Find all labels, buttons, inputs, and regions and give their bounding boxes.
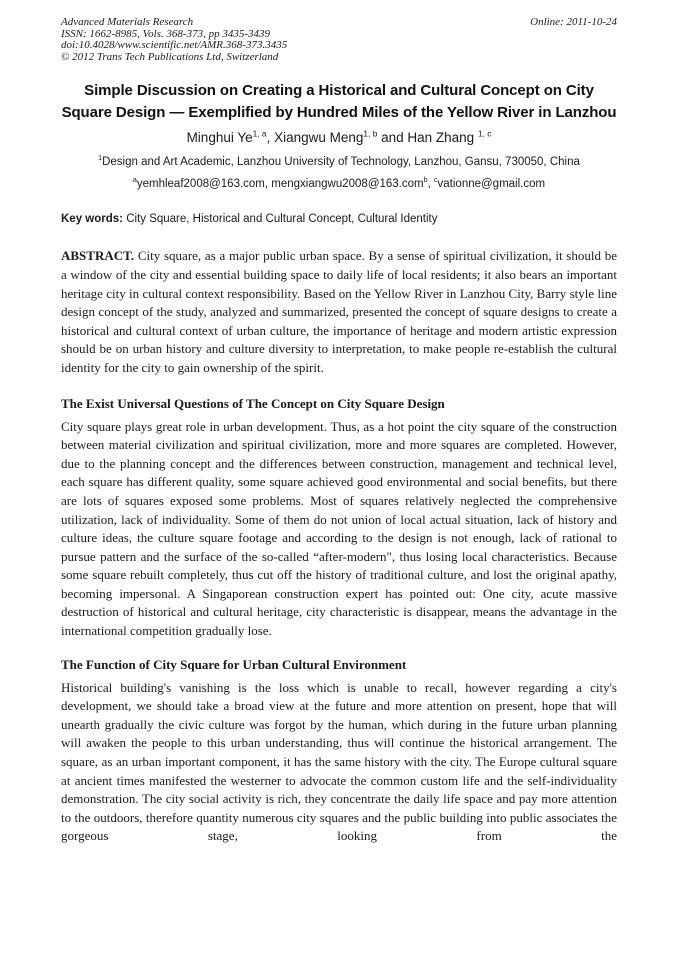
abstract-paragraph (61, 247, 617, 377)
author-affil-marker: 1, c (477, 128, 492, 139)
email-address: yemhleaf2008@163.com (136, 178, 265, 191)
paper-title: Simple Discussion on Creating a Historical and Cultural Concept on City Square Design — Exemplified by Hundred Miles of the Yellow River in Lanzhou (61, 82, 617, 122)
author-separator: , (266, 130, 275, 146)
email-separator: , (427, 178, 434, 191)
affiliation-line (61, 155, 617, 170)
journal-header-row (61, 17, 617, 29)
email-marker: c (433, 176, 438, 185)
section-heading-exist-universal-questions: The Exist Universal Questions of The Concept on City Square Design (61, 395, 445, 411)
affiliation-text: Design and Art Academic, Lanzhou University of Technology, Lanzhou, Gansu, 730050, China (102, 156, 580, 169)
emails-line (61, 177, 617, 192)
issn-line: ISSN: 1662-8985, Vols. 368-373, pp 3435-3439 (61, 27, 270, 40)
email-address: mengxiangwu2008@163.com (271, 178, 424, 191)
author-affil-marker: 1, a (252, 128, 267, 139)
author-name: Xiangwu Meng (274, 130, 364, 146)
journal-header (61, 17, 617, 63)
doi-line: doi:10.4028/www.scientific.net/AMR.368-373.3435 (61, 39, 288, 52)
email-marker: a (132, 176, 137, 185)
authors-line (61, 128, 617, 147)
keywords-label: Key words: (61, 213, 123, 226)
author-name: Minghui Ye (186, 130, 253, 146)
keywords-line (61, 212, 617, 227)
email-marker: b (423, 176, 428, 185)
author-affil-marker: 1, b (363, 128, 378, 139)
journal-name: Advanced Materials Research (61, 16, 194, 28)
copyright-line: © 2012 Trans Tech Publications Ltd, Switzerland (61, 50, 279, 63)
online-date: Online: 2011-10-24 (530, 16, 617, 28)
abstract-text: City square, as a major public urban space. By a sense of spiritual civilization, it should be a window of the city and essential building space to daily life of local residents; it also bears an important heritage city in cultural context responsibility. Based on the Yellow River in Lanzhou City, Barry style line design concept of the study, analyzed and summarized, presented the concept of square designs to create a historical and cultural context of urban culture, the importance of heritage and modern artistic expression should be on urban history and culture diversity to interpretation, to make people re-establish the cultural identity for the city to gain ownership of the spirit. (61, 248, 617, 375)
author-separator: and (377, 130, 408, 146)
section-body-exist-universal-questions: City square plays great role in urban development. Thus, as a hot point the city square of the construction between material civilization and spiritual civilization, more and more squares are completed. However, due to the planning concept and the differences between construction, management and technical level, each square has different quality, some square achieved good environmental and social benefits, but there are lots of squares exposed some problems. Most of squares relatively neglected the comprehensive utilization, lack of individuality. Some of them do not union of local actual situation, lack of history and culture ideas, the culture square footage and according to the design is not enough, lack of rational to pursue pattern and the surface of the so-called “after-modern", thus losing local characteristics. Because some square rebuilt completely, thus cut off the history of traditional culture, and lost the original apathy, becoming impersonal. A Singaporean construction expert has pointed out: One city, acute massive destruction of historical and cultural heritage, city characteristic is disappear, means the advantage in the international competition gradually lose. (61, 418, 617, 639)
keywords-text: City Square, Historical and Cultural Concept, Cultural Identity (123, 213, 438, 226)
affiliation-marker: 1 (98, 154, 103, 163)
section-body-function-of-city-square: Historical building's vanishing is the loss which is unable to recall, however regarding a city's development, we should take a broad view at the future and more attention on present, hope that will unearth gradually the civic culture was forgot by the human, which during in the future urban planning will awaken the people to this urban understanding, thus will continue the historical arrangement. The square, as an urban important component, it has the same history with the city. The Europe cultural square at ancient times manifested the westerner to advocate the common custom life and the self-individuality demonstration. The city social activity is rich, they concentrate the daily life space and pay more attention to the outdoors, therefore quantity numerous city squares and the public building into public associates the gorgeous stage, looking from the (61, 679, 617, 844)
email-address: vationne@gmail.com (437, 178, 546, 191)
abstract-label: ABSTRACT. (61, 248, 135, 264)
author-name: Han Zhang (407, 130, 478, 146)
section-heading-function-of-city-square: The Function of City Square for Urban Cultural Environment (61, 656, 407, 672)
email-separator: , (264, 178, 272, 191)
